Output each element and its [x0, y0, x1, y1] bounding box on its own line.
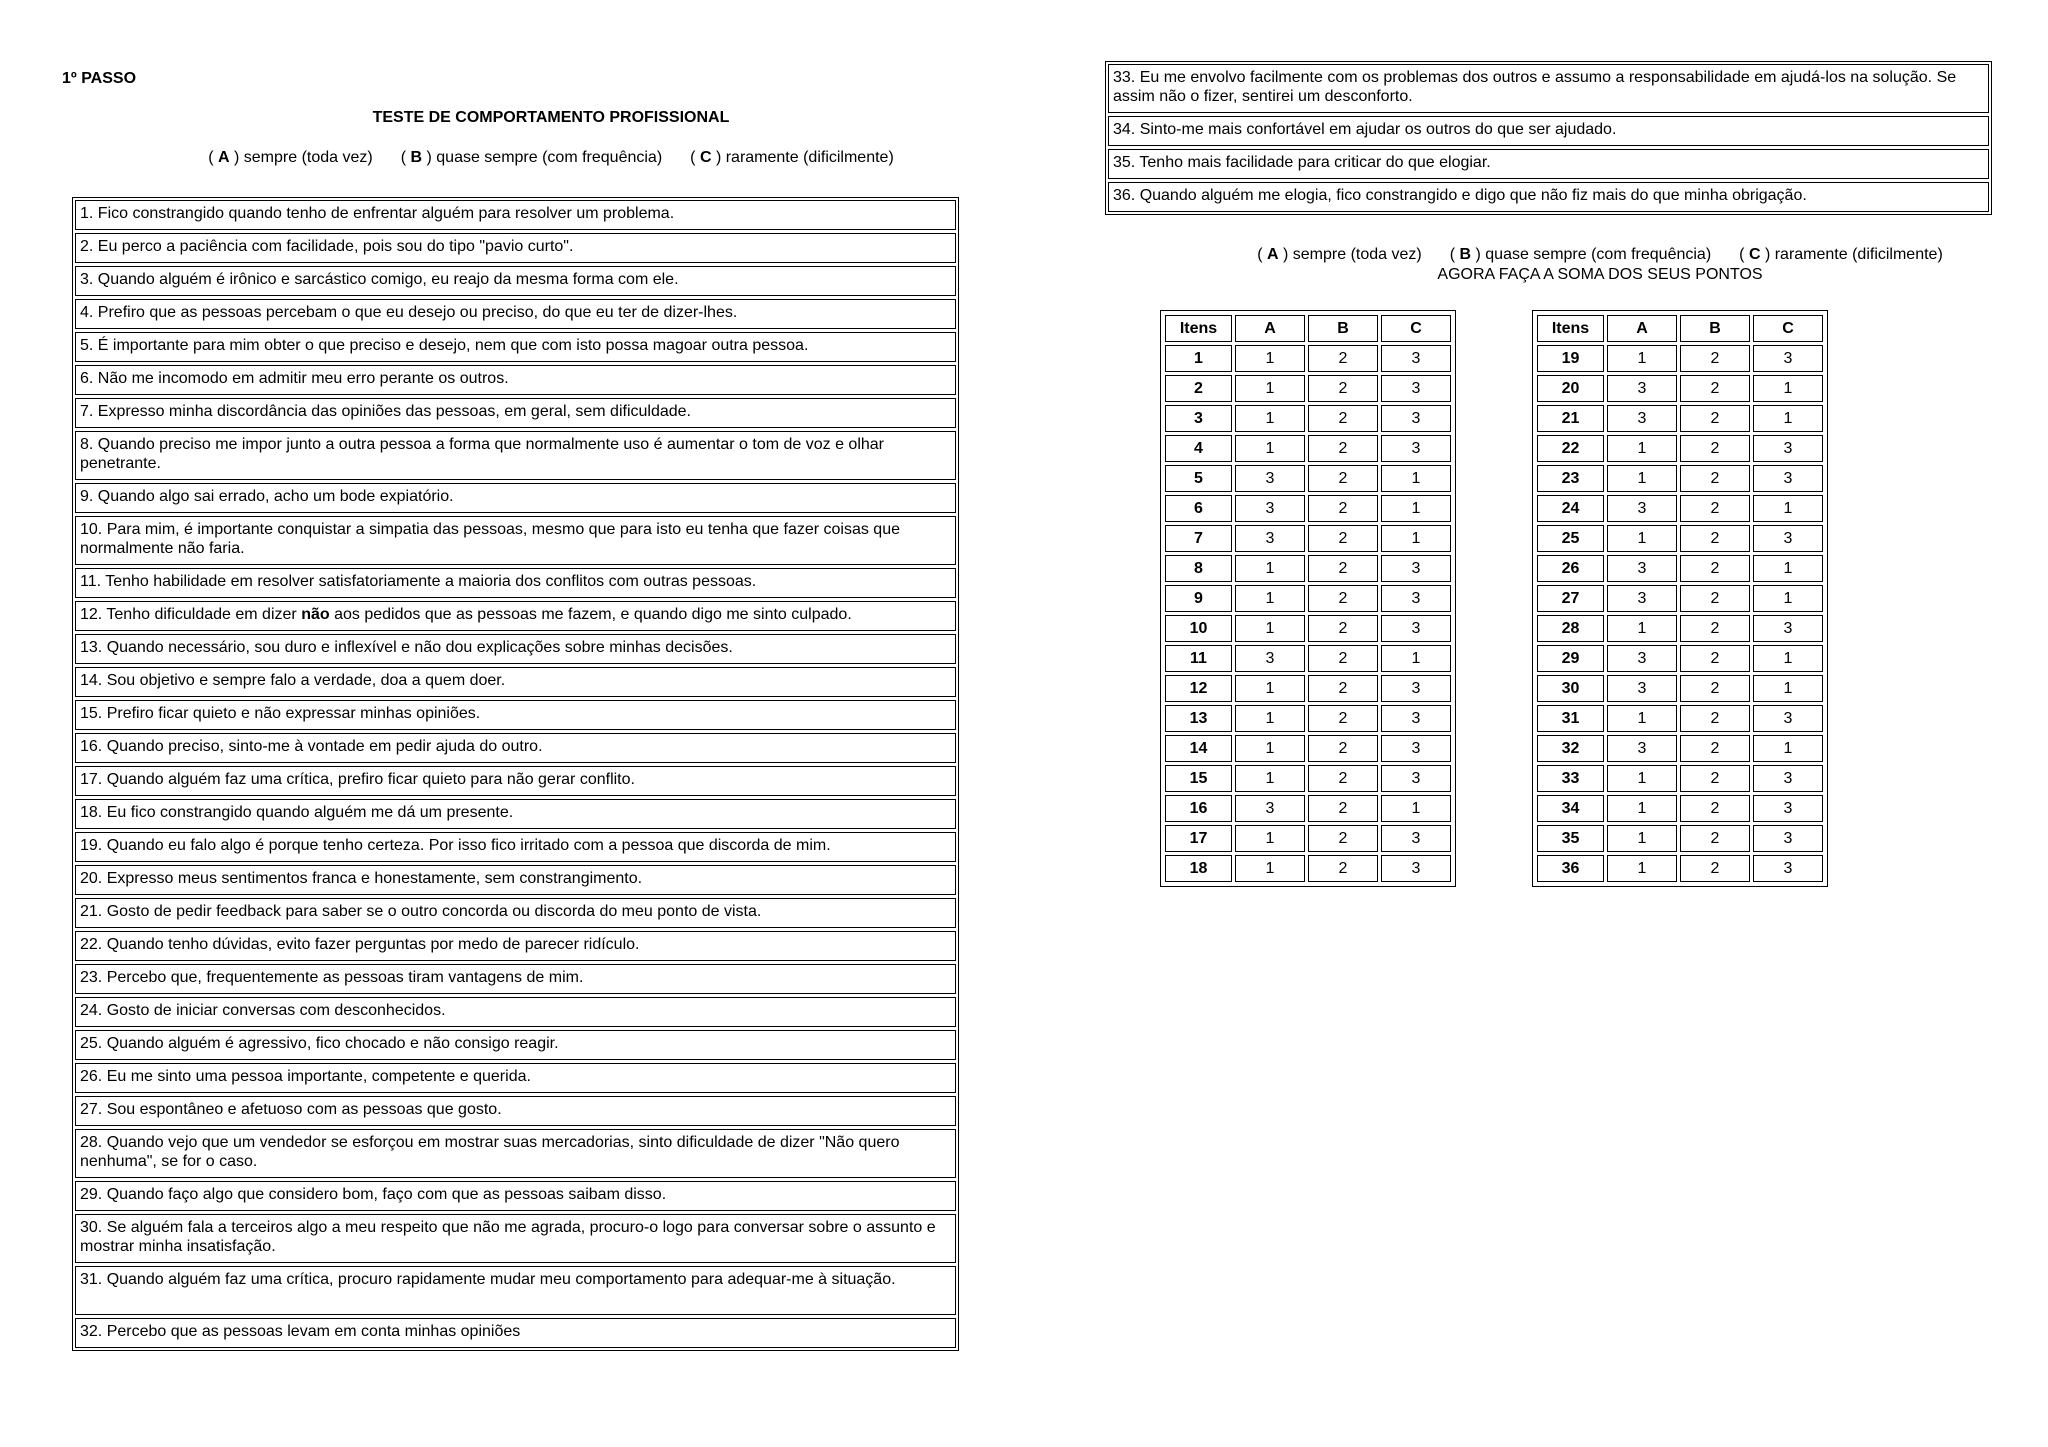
question-row	[75, 832, 956, 862]
score-value: 3	[1607, 375, 1677, 402]
question-row	[1108, 149, 1989, 179]
legend-desc: ) raramente (dificilmente)	[711, 149, 894, 166]
score-row	[1165, 375, 1451, 402]
score-value: 2	[1308, 765, 1378, 792]
question-row	[75, 667, 956, 697]
score-item-number: 28	[1537, 615, 1604, 642]
score-value: 2	[1680, 795, 1750, 822]
score-item-number: 4	[1165, 435, 1232, 462]
score-value: 2	[1680, 765, 1750, 792]
question-text: 27. Sou espontâneo e afetuoso com as pessoas que gosto.	[80, 1101, 502, 1118]
question-text: 5. É importante para mim obter o que preciso e desejo, nem que com isto possa magoar outra pessoa.	[80, 337, 809, 354]
score-item-number: 18	[1165, 855, 1232, 882]
question-text: 8. Quando preciso me impor junto a outra pessoa a forma que normalmente uso é aumentar o tom de voz e olhar penetrante.	[80, 436, 884, 472]
score-value: 3	[1607, 675, 1677, 702]
score-value: 1	[1753, 495, 1823, 522]
score-item-number: 25	[1537, 525, 1604, 552]
score-value: 2	[1680, 645, 1750, 672]
score-header: Itens	[1537, 315, 1604, 342]
score-value: 3	[1753, 705, 1823, 732]
score-item-number: 21	[1537, 405, 1604, 432]
legend-open: (	[690, 149, 700, 166]
score-item-number: 35	[1537, 825, 1604, 852]
question-row	[75, 997, 956, 1027]
question-row	[75, 766, 956, 796]
answer-legend-right	[1100, 246, 2048, 264]
legend-option-c	[1739, 246, 1943, 264]
score-value: 3	[1753, 465, 1823, 492]
question-row	[75, 1030, 956, 1060]
score-row	[1165, 555, 1451, 582]
legend-option-c	[690, 149, 894, 167]
score-value: 3	[1381, 825, 1451, 852]
legend-desc: ) sempre (toda vez)	[1278, 246, 1422, 263]
score-table-left	[1160, 310, 1456, 887]
question-row	[75, 233, 956, 263]
question-row	[75, 733, 956, 763]
score-value: 1	[1235, 675, 1305, 702]
score-value: 3	[1753, 825, 1823, 852]
question-emphasis: não	[301, 606, 330, 623]
score-value: 1	[1381, 645, 1451, 672]
question-text: 14. Sou objetivo e sempre falo a verdade, doa a quem doer.	[80, 672, 506, 689]
question-row	[75, 1181, 956, 1211]
score-item-number: 34	[1537, 795, 1604, 822]
score-value: 3	[1753, 525, 1823, 552]
score-header: B	[1308, 315, 1378, 342]
question-row	[75, 1096, 956, 1126]
score-row	[1537, 705, 1823, 732]
legend-open: (	[1739, 246, 1749, 263]
score-row	[1537, 525, 1823, 552]
question-text: 2. Eu perco a paciência com facilidade, pois sou do tipo "pavio curto".	[80, 238, 574, 255]
score-item-number: 27	[1537, 585, 1604, 612]
question-text: 1. Fico constrangido quando tenho de enfrentar alguém para resolver um problema.	[80, 205, 675, 222]
page-title: TESTE DE COMPORTAMENTO PROFISSIONAL	[372, 109, 730, 126]
score-item-number: 3	[1165, 405, 1232, 432]
question-text: 18. Eu fico constrangido quando alguém me dá um presente.	[80, 804, 514, 821]
score-value: 1	[1607, 705, 1677, 732]
score-value: 2	[1308, 405, 1378, 432]
question-text: 28. Quando vejo que um vendedor se esforçou em mostrar suas mercadorias, sinto dificuldade de dizer "Não quero nenhuma", se for o caso.	[80, 1134, 900, 1170]
score-header: C	[1753, 315, 1823, 342]
score-value: 1	[1235, 855, 1305, 882]
score-value: 2	[1308, 855, 1378, 882]
score-value: 3	[1381, 435, 1451, 462]
score-header: A	[1607, 315, 1677, 342]
score-value: 2	[1680, 855, 1750, 882]
question-text: 10. Para mim, é importante conquistar a simpatia das pessoas, mesmo que para isto eu tenha que fazer coisas que normalmente não faria.	[80, 521, 900, 557]
question-text: 9. Quando algo sai errado, acho um bode expiatório.	[80, 488, 454, 505]
score-value: 1	[1235, 735, 1305, 762]
score-item-number: 10	[1165, 615, 1232, 642]
questions-table-left	[72, 197, 959, 1351]
question-row	[75, 634, 956, 664]
question-row	[75, 898, 956, 928]
score-value: 3	[1753, 435, 1823, 462]
question-row	[75, 483, 956, 513]
score-value: 3	[1607, 645, 1677, 672]
question-row	[1108, 116, 1989, 146]
question-row	[75, 431, 956, 480]
score-header: B	[1680, 315, 1750, 342]
score-row	[1165, 675, 1451, 702]
score-value: 3	[1381, 705, 1451, 732]
score-item-number: 7	[1165, 525, 1232, 552]
legend-open: (	[1257, 246, 1267, 263]
score-row	[1165, 855, 1451, 882]
score-value: 3	[1753, 345, 1823, 372]
legend-key: A	[1266, 246, 1279, 263]
legend-key: B	[410, 149, 423, 166]
score-value: 1	[1753, 675, 1823, 702]
score-value: 2	[1308, 465, 1378, 492]
question-text: 36. Quando alguém me elogia, fico constrangido e digo que não fiz mais do que minha obrigação.	[1113, 187, 1807, 204]
score-row	[1165, 495, 1451, 522]
score-value: 1	[1607, 465, 1677, 492]
question-text: 34. Sinto-me mais confortável em ajudar os outros do que ser ajudado.	[1113, 121, 1617, 138]
score-value: 2	[1308, 645, 1378, 672]
score-row	[1537, 855, 1823, 882]
score-row	[1165, 765, 1451, 792]
question-row	[75, 1063, 956, 1093]
question-row	[75, 365, 956, 395]
question-text: aos pedidos que as pessoas me fazem, e quando digo me sinto culpado.	[329, 606, 852, 623]
score-row	[1537, 405, 1823, 432]
score-value: 1	[1381, 495, 1451, 522]
score-item-number: 33	[1537, 765, 1604, 792]
score-value: 2	[1680, 615, 1750, 642]
score-value: 2	[1308, 435, 1378, 462]
score-value: 1	[1607, 825, 1677, 852]
question-text: 20. Expresso meus sentimentos franca e honestamente, sem constrangimento.	[80, 870, 643, 887]
question-row	[1108, 182, 1989, 212]
question-row	[75, 398, 956, 428]
score-row	[1165, 465, 1451, 492]
score-row	[1165, 645, 1451, 672]
score-value: 1	[1607, 435, 1677, 462]
score-item-number: 29	[1537, 645, 1604, 672]
score-value: 2	[1308, 705, 1378, 732]
question-row	[75, 865, 956, 895]
score-item-number: 6	[1165, 495, 1232, 522]
score-value: 3	[1381, 675, 1451, 702]
score-item-number: 12	[1165, 675, 1232, 702]
legend-option-a	[208, 149, 373, 167]
question-row	[75, 1266, 956, 1315]
sum-instruction: AGORA FAÇA A SOMA DOS SEUS PONTOS	[1437, 266, 1763, 283]
legend-block-right	[1100, 246, 2048, 284]
legend-open: (	[400, 149, 411, 166]
question-text: 24. Gosto de iniciar conversas com desconhecidos.	[80, 1002, 446, 1019]
question-text: 30. Se alguém fala a terceiros algo a meu respeito que não me agrada, procuro-o logo para conversar sobre o assunto e mostrar minha insatisfação.	[80, 1219, 936, 1255]
score-value: 2	[1308, 795, 1378, 822]
score-value: 1	[1381, 795, 1451, 822]
score-value: 1	[1753, 645, 1823, 672]
legend-key: B	[1459, 246, 1472, 263]
score-value: 1	[1381, 465, 1451, 492]
question-row	[75, 1214, 956, 1263]
question-text: 16. Quando preciso, sinto-me à vontade em pedir ajuda do outro.	[80, 738, 543, 755]
question-row	[75, 266, 956, 296]
score-value: 2	[1680, 465, 1750, 492]
score-row	[1537, 615, 1823, 642]
question-row	[75, 1129, 956, 1178]
score-item-number: 24	[1537, 495, 1604, 522]
score-value: 1	[1753, 375, 1823, 402]
score-value: 3	[1607, 495, 1677, 522]
legend-desc: ) quase sempre (com frequência)	[422, 149, 663, 166]
question-text: 11. Tenho habilidade em resolver satisfatoriamente a maioria dos conflitos com outras pessoas.	[80, 573, 757, 590]
score-row	[1537, 765, 1823, 792]
score-value: 2	[1308, 585, 1378, 612]
legend-open: (	[208, 149, 218, 166]
score-item-number: 26	[1537, 555, 1604, 582]
score-row	[1165, 795, 1451, 822]
score-row	[1165, 345, 1451, 372]
score-row	[1537, 825, 1823, 852]
score-value: 1	[1381, 525, 1451, 552]
score-value: 2	[1308, 735, 1378, 762]
score-value: 3	[1235, 495, 1305, 522]
score-item-number: 2	[1165, 375, 1232, 402]
legend-option-b	[401, 149, 662, 167]
score-value: 1	[1607, 525, 1677, 552]
legend-option-b	[1450, 246, 1711, 264]
score-item-number: 23	[1537, 465, 1604, 492]
score-value: 3	[1381, 615, 1451, 642]
question-row	[75, 700, 956, 730]
score-value: 3	[1381, 345, 1451, 372]
score-value: 2	[1680, 555, 1750, 582]
score-value: 1	[1753, 585, 1823, 612]
legend-desc: ) quase sempre (com frequência)	[1471, 246, 1712, 263]
question-row	[75, 568, 956, 598]
legend-open: (	[1449, 246, 1460, 263]
score-value: 3	[1753, 615, 1823, 642]
score-value: 3	[1235, 525, 1305, 552]
question-text: 19. Quando eu falo algo é porque tenho certeza. Por isso fico irritado com a pessoa que discorda de mim.	[80, 837, 831, 854]
question-text: 4. Prefiro que as pessoas percebam o que eu desejo ou preciso, do que eu ter de dizer-lhes.	[80, 304, 738, 321]
score-table-right	[1532, 310, 1828, 887]
score-value: 2	[1308, 675, 1378, 702]
score-value: 1	[1235, 435, 1305, 462]
score-row	[1537, 795, 1823, 822]
score-value: 3	[1381, 375, 1451, 402]
legend-key: C	[1748, 246, 1761, 263]
score-row	[1165, 435, 1451, 462]
score-item-number: 15	[1165, 765, 1232, 792]
question-text: 15. Prefiro ficar quieto e não expressar minhas opiniões.	[80, 705, 481, 722]
question-row	[75, 332, 956, 362]
score-value: 3	[1753, 795, 1823, 822]
score-value: 3	[1607, 735, 1677, 762]
score-header: C	[1381, 315, 1451, 342]
score-value: 2	[1308, 525, 1378, 552]
question-row	[75, 200, 956, 230]
score-value: 1	[1607, 345, 1677, 372]
score-row	[1537, 465, 1823, 492]
score-value: 2	[1680, 495, 1750, 522]
score-row	[1537, 645, 1823, 672]
score-value: 3	[1607, 555, 1677, 582]
score-value: 3	[1235, 645, 1305, 672]
legend-desc: ) raramente (dificilmente)	[1760, 246, 1943, 263]
question-text: 32. Percebo que as pessoas levam em conta minhas opiniões	[80, 1323, 521, 1340]
score-value: 2	[1308, 615, 1378, 642]
score-row	[1537, 555, 1823, 582]
score-item-number: 20	[1537, 375, 1604, 402]
legend-desc: ) sempre (toda vez)	[229, 149, 373, 166]
score-row	[1165, 735, 1451, 762]
score-row	[1165, 615, 1451, 642]
score-value: 2	[1680, 705, 1750, 732]
score-value: 2	[1308, 495, 1378, 522]
question-row	[75, 964, 956, 994]
score-value: 1	[1235, 615, 1305, 642]
score-value: 2	[1308, 375, 1378, 402]
score-row	[1537, 375, 1823, 402]
score-value: 1	[1753, 555, 1823, 582]
score-item-number: 14	[1165, 735, 1232, 762]
score-value: 1	[1235, 375, 1305, 402]
score-value: 3	[1381, 585, 1451, 612]
score-value: 1	[1607, 765, 1677, 792]
score-value: 1	[1235, 705, 1305, 732]
score-value: 1	[1235, 555, 1305, 582]
score-value: 2	[1308, 825, 1378, 852]
legend-option-a	[1257, 246, 1422, 264]
question-row	[75, 799, 956, 829]
score-item-number: 1	[1165, 345, 1232, 372]
score-row	[1537, 585, 1823, 612]
score-value: 3	[1607, 405, 1677, 432]
score-row	[1165, 705, 1451, 732]
score-value: 1	[1607, 855, 1677, 882]
score-value: 2	[1680, 735, 1750, 762]
score-value: 2	[1680, 525, 1750, 552]
question-row	[75, 299, 956, 329]
question-text: 35. Tenho mais facilidade para criticar do que elogiar.	[1113, 154, 1491, 171]
score-value: 3	[1753, 765, 1823, 792]
score-value: 1	[1607, 795, 1677, 822]
score-item-number: 16	[1165, 795, 1232, 822]
question-text: 7. Expresso minha discordância das opiniões das pessoas, em geral, sem dificuldade.	[80, 403, 691, 420]
score-item-number: 13	[1165, 705, 1232, 732]
score-value: 1	[1235, 405, 1305, 432]
score-item-number: 9	[1165, 585, 1232, 612]
score-value: 2	[1680, 585, 1750, 612]
questions-table-right	[1105, 61, 1992, 215]
score-value: 3	[1235, 795, 1305, 822]
question-row	[75, 931, 956, 961]
score-item-number: 17	[1165, 825, 1232, 852]
score-item-number: 30	[1537, 675, 1604, 702]
score-value: 2	[1680, 435, 1750, 462]
score-value: 2	[1680, 375, 1750, 402]
question-text: 33. Eu me envolvo facilmente com os problemas dos outros e assumo a responsabilidade em ajudá-los na solução. Se assim não o fizer, sentirei um desconforto.	[1113, 69, 1957, 105]
score-value: 2	[1680, 345, 1750, 372]
answer-legend-left	[72, 149, 1030, 167]
score-value: 1	[1235, 345, 1305, 372]
score-row	[1537, 345, 1823, 372]
score-value: 3	[1381, 555, 1451, 582]
score-value: 1	[1235, 585, 1305, 612]
score-row	[1537, 675, 1823, 702]
question-row	[1108, 64, 1989, 113]
score-row	[1537, 495, 1823, 522]
score-item-number: 22	[1537, 435, 1604, 462]
score-item-number: 19	[1537, 345, 1604, 372]
score-value: 2	[1308, 345, 1378, 372]
score-value: 1	[1607, 615, 1677, 642]
score-value: 1	[1235, 765, 1305, 792]
score-row	[1165, 405, 1451, 432]
question-text: 21. Gosto de pedir feedback para saber se o outro concorda ou discorda do meu ponto de vista.	[80, 903, 762, 920]
question-text: 6. Não me incomodo em admitir meu erro perante os outros.	[80, 370, 509, 387]
question-text: 23. Percebo que, frequentemente as pessoas tiram vantagens de mim.	[80, 969, 584, 986]
question-text: 22. Quando tenho dúvidas, evito fazer perguntas por medo de parecer ridículo.	[80, 936, 640, 953]
score-value: 3	[1753, 855, 1823, 882]
score-item-number: 32	[1537, 735, 1604, 762]
score-value: 2	[1680, 405, 1750, 432]
score-header: A	[1235, 315, 1305, 342]
legend-key: A	[217, 149, 230, 166]
score-item-number: 11	[1165, 645, 1232, 672]
question-text: 31. Quando alguém faz uma crítica, procuro rapidamente mudar meu comportamento para adequar-me à situação.	[80, 1271, 896, 1288]
score-value: 2	[1680, 675, 1750, 702]
score-item-number: 5	[1165, 465, 1232, 492]
score-value: 2	[1680, 825, 1750, 852]
score-value: 3	[1607, 585, 1677, 612]
score-item-number: 8	[1165, 555, 1232, 582]
score-value: 3	[1381, 735, 1451, 762]
score-value: 3	[1381, 765, 1451, 792]
score-value: 3	[1235, 465, 1305, 492]
score-row	[1165, 525, 1451, 552]
score-row	[1537, 735, 1823, 762]
score-header: Itens	[1165, 315, 1232, 342]
score-row	[1537, 435, 1823, 462]
question-row	[75, 516, 956, 565]
score-row	[1165, 825, 1451, 852]
question-text: 26. Eu me sinto uma pessoa importante, competente e querida.	[80, 1068, 531, 1085]
score-value: 2	[1308, 555, 1378, 582]
legend-key: C	[699, 149, 712, 166]
question-row	[75, 601, 956, 631]
question-text: 13. Quando necessário, sou duro e inflexível e não dou explicações sobre minhas decisões.	[80, 639, 733, 656]
question-text: 29. Quando faço algo que considero bom, faço com que as pessoas saibam disso.	[80, 1186, 667, 1203]
score-value: 1	[1753, 405, 1823, 432]
score-value: 1	[1235, 825, 1305, 852]
score-value: 1	[1753, 735, 1823, 762]
question-text: 17. Quando alguém faz uma crítica, prefiro ficar quieto para não gerar conflito.	[80, 771, 635, 788]
question-text: 12. Tenho dificuldade em dizer	[80, 606, 302, 623]
question-text: 3. Quando alguém é irônico e sarcástico comigo, eu reajo da mesma forma com ele.	[80, 271, 679, 288]
question-row	[75, 1318, 956, 1348]
score-row	[1165, 585, 1451, 612]
score-item-number: 36	[1537, 855, 1604, 882]
score-value: 3	[1381, 855, 1451, 882]
question-text: 25. Quando alguém é agressivo, fico chocado e não consigo reagir.	[80, 1035, 559, 1052]
step-label: 1º PASSO	[62, 70, 137, 87]
score-item-number: 31	[1537, 705, 1604, 732]
score-value: 3	[1381, 405, 1451, 432]
